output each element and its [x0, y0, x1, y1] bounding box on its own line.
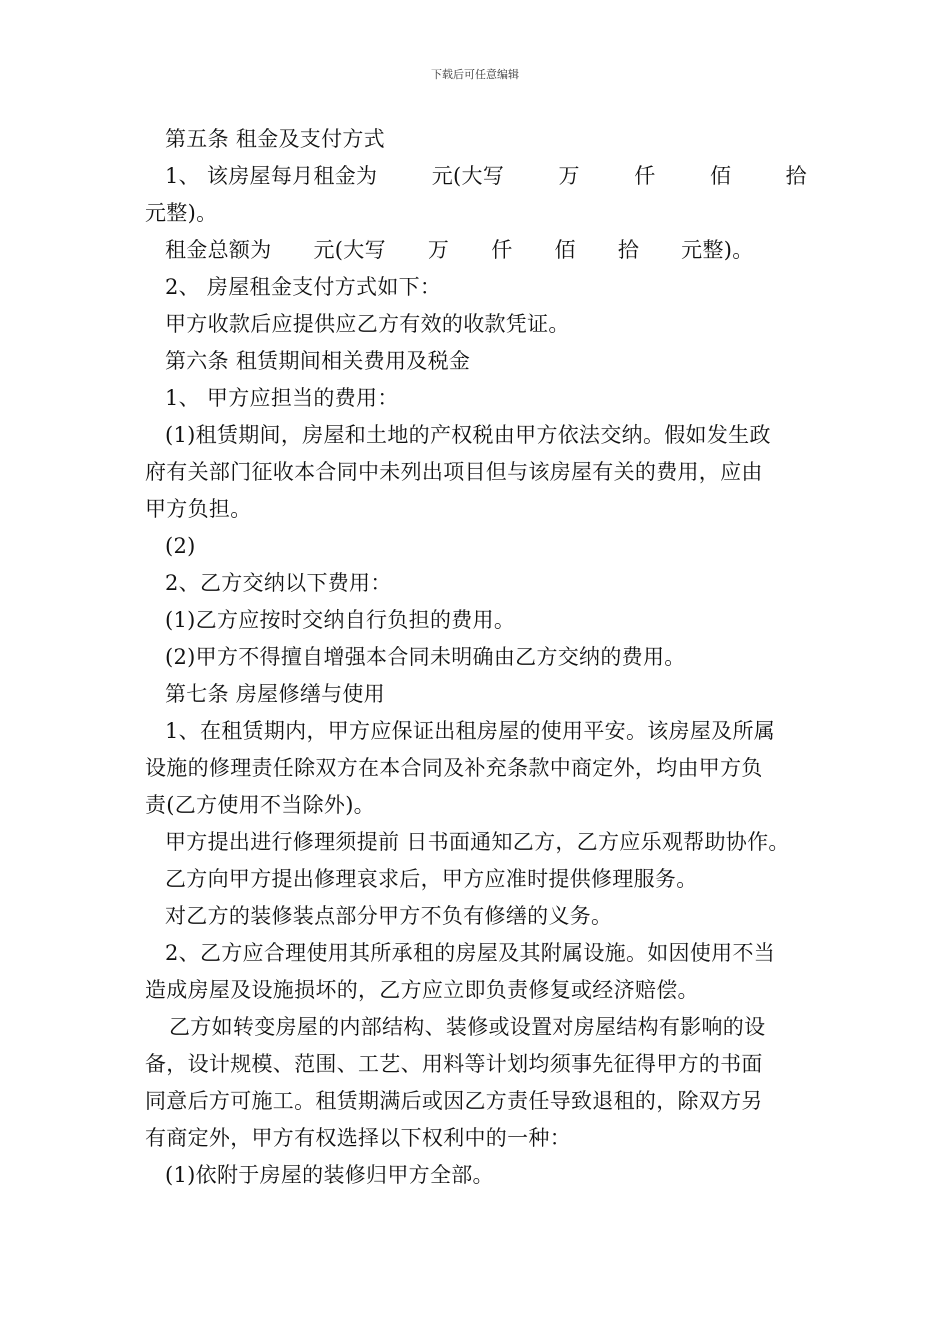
article-7-heading: 第七条 房屋修缮与使用	[165, 682, 385, 706]
document-body	[145, 121, 807, 1194]
payment-method-line: 2、 房屋租金支付方式如下：	[165, 275, 442, 299]
monthly-rent-label: 1、 该房屋每月租金为	[165, 164, 378, 188]
paragraph-line: 设施的修理责任除双方在本合同及补充条款中商定外，均由甲方负	[145, 756, 763, 780]
total-wan: 万	[427, 238, 450, 262]
paragraph-line: (2)	[165, 534, 196, 558]
rent-wan: 万	[558, 164, 580, 188]
paragraph-line: 1、在租赁期内，甲方应保证出租房屋的使用平安。该房屋及所属	[165, 719, 776, 743]
paragraph-line: 对乙方的装修装点部分甲方不负有修缮的义务。	[165, 904, 613, 928]
paragraph-line: (1)乙方应按时交纳自行负担的费用。	[165, 608, 516, 632]
paragraph-line: (1)租赁期间，房屋和土地的产权税由甲方依法交纳。假如发生政	[165, 423, 771, 447]
rent-yuan-uppercase: 元(大写	[431, 164, 505, 188]
page-header: 下载后可任意编辑	[431, 68, 519, 81]
total-shi: 拾	[617, 238, 640, 262]
paragraph-line: (1)依附于房屋的装修归甲方全部。	[165, 1163, 494, 1187]
article-5-heading: 第五条 租金及支付方式	[165, 127, 385, 151]
rent-bai: 佰	[709, 164, 732, 188]
paragraph-line: 同意后方可施工。租赁期满后或因乙方责任导致退租的，除双方另	[145, 1089, 763, 1113]
paragraph-line: 责(乙方使用不当除外)。	[145, 793, 375, 817]
total-yuan-uppercase: 元(大写	[313, 238, 386, 262]
total-rent-label: 租金总额为	[165, 238, 272, 262]
paragraph-line: 乙方向甲方提出修理哀求后，甲方应准时提供修理服务。	[165, 867, 698, 891]
party-b-fees-line: 2、乙方交纳以下费用：	[165, 571, 392, 595]
monthly-rent-line	[145, 158, 807, 195]
total-rent-line	[145, 232, 807, 269]
paragraph-line: 有商定外，甲方有权选择以下权利中的一种：	[145, 1126, 571, 1150]
paragraph-line: 甲方提出进行修理须提前 日书面通知乙方，乙方应乐观帮助协作。	[165, 830, 790, 854]
rent-shi: 拾	[785, 164, 807, 188]
total-qian: 仟	[491, 238, 513, 262]
total-bai: 佰	[554, 238, 576, 262]
paragraph-line: 造成房屋及设施损坏的，乙方应立即负责修复或经济赔偿。	[145, 978, 699, 1002]
paragraph-line: 2、乙方应合理使用其所承租的房屋及其附属设施。如因使用不当	[165, 941, 776, 965]
article-6-heading: 第六条 租赁期间相关费用及税金	[165, 349, 471, 373]
paragraph-line: (2)甲方不得擅自增强本合同未明确由乙方交纳的费用。	[165, 645, 686, 669]
monthly-rent-line-end: 元整)。	[145, 201, 218, 225]
paragraph-line: 府有关部门征收本合同中未列出项目但与该房屋有关的费用，应由	[145, 460, 763, 484]
party-a-fees-line: 1、 甲方应担当的费用：	[165, 386, 399, 410]
paragraph-line: 备，设计规模、范围、工艺、用料等计划均须事先征得甲方的书面	[145, 1052, 763, 1076]
paragraph-line: 乙方如转变房屋的内部结构、装修或设置对房屋结构有影响的设	[169, 1015, 766, 1039]
paragraph-line: 甲方负担。	[145, 497, 252, 521]
total-end: 元整)。	[681, 238, 754, 262]
receipt-line: 甲方收款后应提供应乙方有效的收款凭证。	[165, 312, 570, 336]
rent-qian: 仟	[634, 164, 656, 188]
